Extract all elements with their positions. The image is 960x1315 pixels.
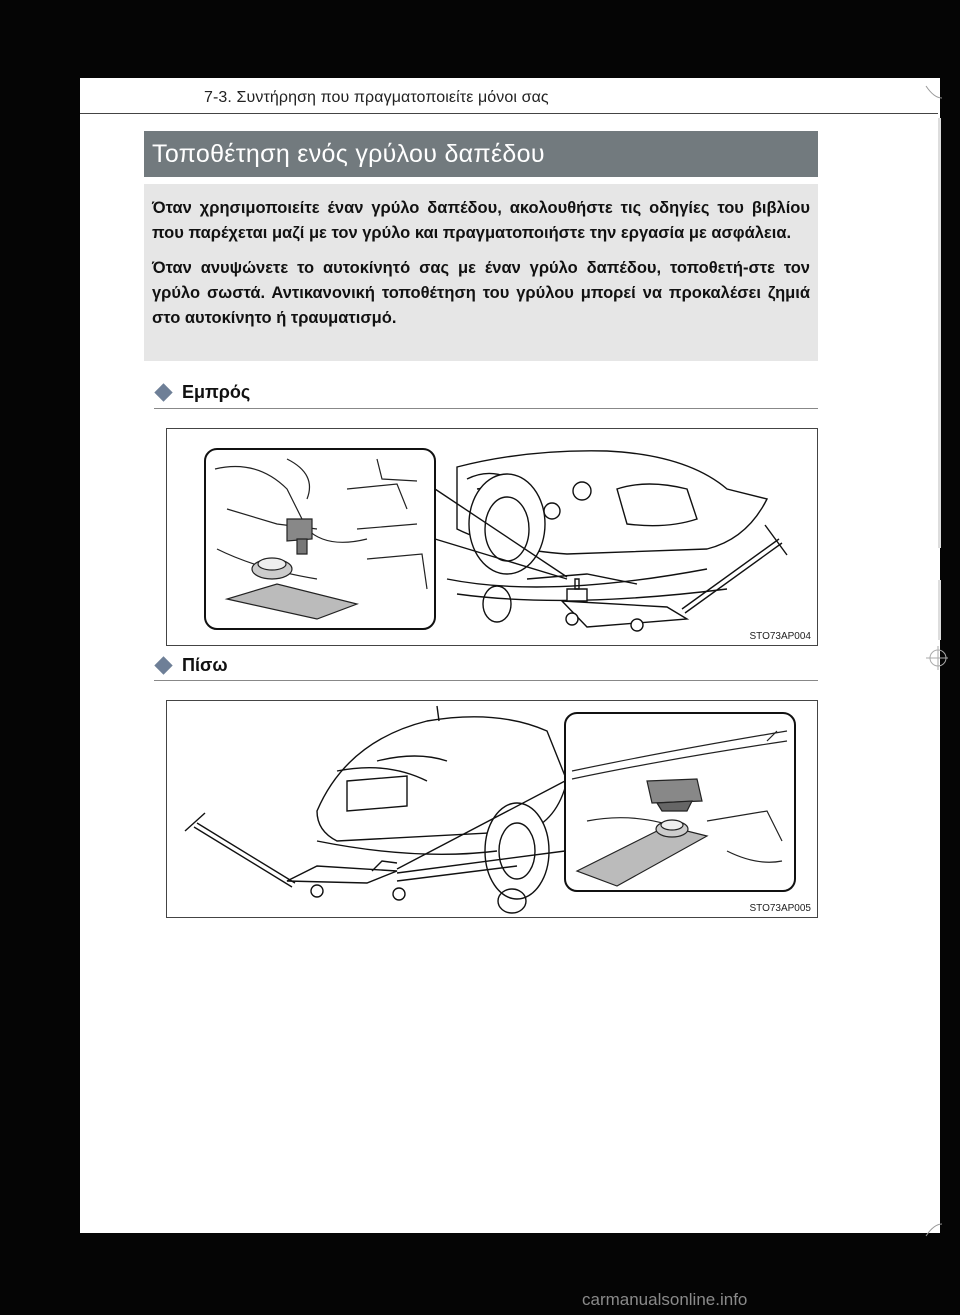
watermark-text: carmanualsonline.info [582, 1290, 748, 1309]
diamond-bullet-icon [154, 656, 172, 674]
section-header: 7-3. Συντήρηση που πραγματοποιείτε μόνοι σας [204, 89, 549, 106]
header-divider [80, 113, 938, 114]
section-label-rear: Πίσω [182, 655, 228, 675]
warning-paragraph-2: Όταν ανυψώνετε το αυτοκίνητό σας με έναν γρύλο δαπέδου, τοποθετή-στε τον γρύλο σωστά. Αντικανονική τοποθέτηση του γρύλου μπορεί να προκαλέσει ζημιά στο αυτοκίνητο ή τραυματισμό. [152, 259, 810, 327]
figure-rear-jack-point [166, 700, 818, 918]
page-title: Τοποθέτηση ενός γρύλου δαπέδου [144, 131, 818, 177]
crop-mark-bottom-icon [924, 1218, 944, 1238]
figure-front-jack-point [166, 428, 818, 646]
figure-code-rear: STO73AP005 [749, 903, 811, 914]
right-edge-bar [938, 118, 941, 548]
section-heading-front [154, 382, 250, 403]
section-label-front: Εμπρός [182, 382, 251, 402]
section-divider-rear [154, 680, 818, 681]
crop-mark-top-icon [924, 84, 944, 104]
registration-mark-icon [924, 644, 948, 672]
warning-box [144, 184, 818, 361]
section-divider-front [154, 408, 818, 409]
right-edge-bar-lower [938, 580, 941, 640]
warning-paragraph-1: Όταν χρησιμοποιείτε έναν γρύλο δαπέδου, ακολουθήστε τις οδηγίες του βιβλίου που παρέχεται μαζί με τον γρύλο και πραγματοποιήστε την εργασία με ασφάλεια. [152, 199, 810, 242]
diamond-bullet-icon [154, 383, 172, 401]
figure-code-front: STO73AP004 [749, 631, 811, 642]
front-jack-illustration-icon [167, 429, 817, 645]
section-heading-rear [154, 655, 228, 676]
rear-jack-illustration-icon [167, 701, 817, 917]
